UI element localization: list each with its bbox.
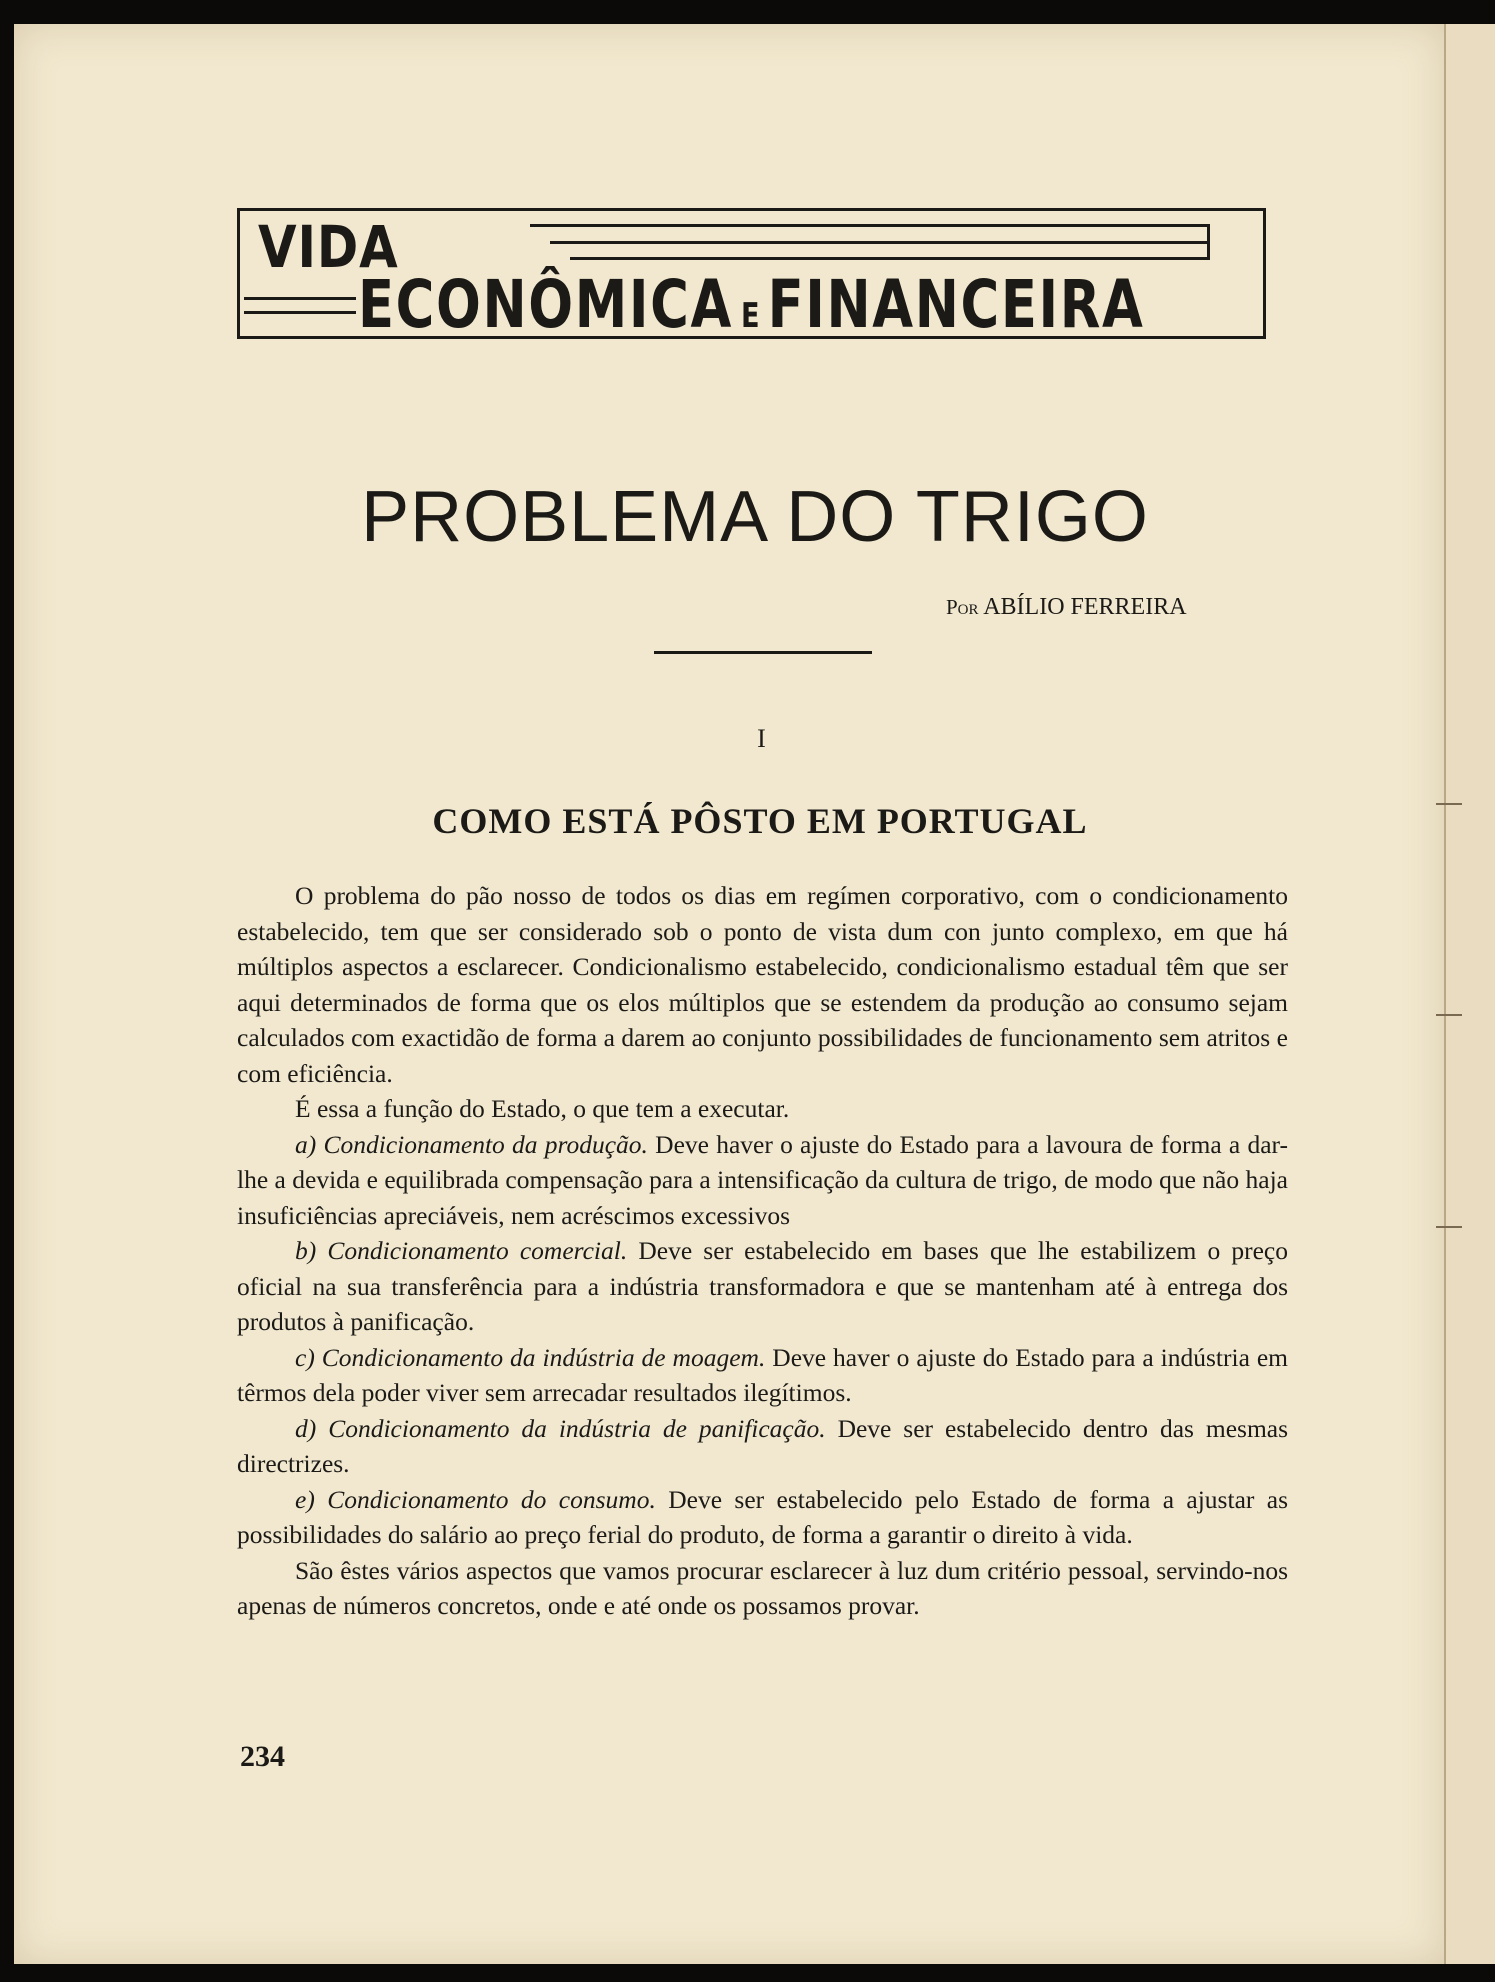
- title-divider: [654, 651, 872, 654]
- paragraph-intro: O problema do pão nosso de todos os dias em regímen corporativo, com o condicionamento estabelecido, tem que ser considerado sob o ponto de vista dum con junto complexo, em que há múltiplos aspectos a esclarecer. Condicionalismo estabelecido, condicionalismo estadual têm que ser aqui determinados de forma que os elos múltiplos que se estendem da produção ao consumo sejam calculados com exactidão de forma a darem ao conjunto possibilidades de funcionamento sem atritos e com eficiência.: [237, 881, 1288, 1088]
- paragraph-state-role: É essa a função do Estado, o que tem a executar.: [295, 1094, 790, 1123]
- header-rule: [570, 257, 1210, 260]
- section-header-word: FINANCEIRA: [767, 266, 1145, 343]
- item-text: Deve haver o ajuste do Estado para a indústria em têrmos dela poder viver sem arrecadar resultados ilegítimos.: [237, 1342, 1288, 1407]
- item-heading: Condicionamento da indústria de moagem.: [321, 1342, 766, 1372]
- item-heading: Condicionamento da indústria de panificação.: [328, 1413, 826, 1443]
- list-item: [237, 1127, 1288, 1234]
- author-name: ABÍLIO FERREIRA: [983, 594, 1187, 620]
- section-header-line1: VIDA: [258, 213, 399, 281]
- section-header-line2: [358, 266, 1145, 348]
- item-text: Deve ser estabelecido em bases que lhe estabilizem o preço oficial na sua transferência para a indústria transformadora e que se mantenham até à entrega dos produtos à panificação.: [237, 1236, 1288, 1336]
- section-header: [237, 208, 1266, 343]
- adjacent-page-edge: [1444, 24, 1495, 1964]
- header-rule: [244, 311, 356, 314]
- item-heading: Condicionamento da produção.: [323, 1129, 648, 1159]
- list-item: [237, 1482, 1288, 1553]
- header-rule: [550, 241, 1210, 244]
- item-letter: c): [295, 1342, 315, 1372]
- item-letter: e): [295, 1484, 315, 1514]
- item-letter: d): [295, 1413, 317, 1443]
- item-letter: a): [295, 1129, 317, 1159]
- section-header-word: ECONÔMICA: [358, 266, 733, 343]
- edge-mark: [1436, 1014, 1462, 1016]
- list-item: [237, 1233, 1288, 1340]
- item-heading: Condicionamento do consumo.: [327, 1484, 656, 1514]
- byline: [946, 594, 1187, 621]
- item-heading: Condicionamento comercial.: [327, 1236, 628, 1265]
- list-item: [237, 1411, 1288, 1482]
- byline-prefix: Por: [946, 595, 979, 619]
- item-letter: b): [295, 1236, 317, 1265]
- page-number: 234: [240, 1740, 285, 1773]
- paragraph-closing: São êstes vários aspectos que vamos procurar esclarecer à luz dum critério pessoal, servindo-nos apenas de números concretos, onde e até onde os possamos provar.: [237, 1555, 1288, 1620]
- article-subtitle: COMO ESTÁ PÔSTO EM PORTUGAL: [432, 801, 1088, 841]
- article-body: [237, 878, 1288, 1624]
- item-text: Deve haver o ajuste do Estado para a lavoura de forma a dar-lhe a devida e equilibrada compensação para a intensificação da cultura de trigo, de modo que não haja insuficiências apreciáveis, nem acréscimos excessivos: [237, 1129, 1288, 1230]
- header-rule: [1207, 224, 1210, 260]
- section-numeral: I: [757, 724, 766, 753]
- list-item: [237, 1340, 1288, 1411]
- section-header-connector: E: [740, 296, 760, 336]
- header-rule: [530, 224, 1210, 227]
- item-text: Deve ser estabelecido pelo Estado de forma a ajustar as possibilidades do salário ao preço ferial do produto, de forma a garantir o direito à vida.: [237, 1484, 1289, 1549]
- item-text: Deve ser estabelecido dentro das mesmas directrizes.: [237, 1413, 1289, 1478]
- edge-mark: [1436, 1226, 1462, 1228]
- article-title: PROBLEMA DO TRIGO: [361, 477, 1149, 557]
- header-rule: [244, 297, 356, 300]
